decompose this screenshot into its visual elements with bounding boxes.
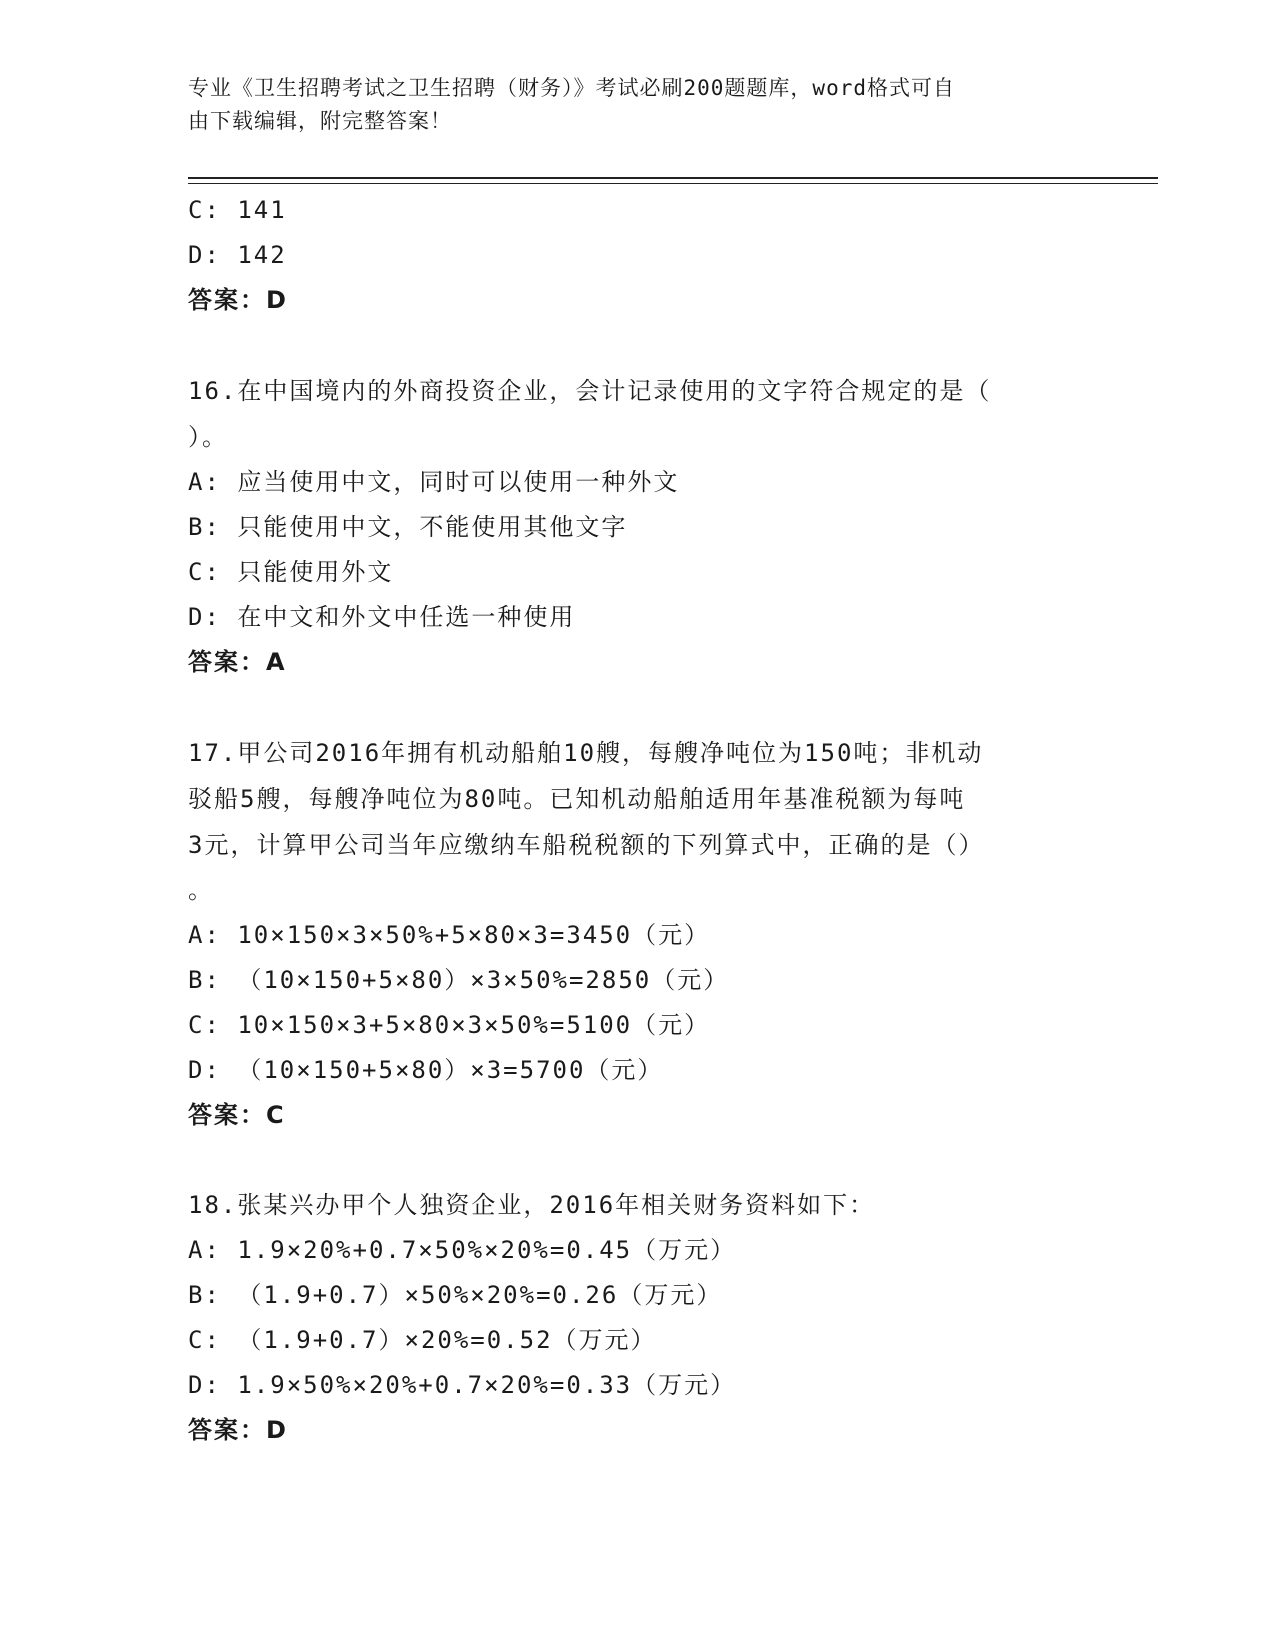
question-stem-cont: 。 bbox=[188, 876, 214, 904]
question-gap bbox=[188, 323, 1088, 368]
header-rule-thick bbox=[188, 177, 1158, 179]
option-c: C: 只能使用外文 bbox=[188, 558, 394, 586]
option-c: C: 141 bbox=[188, 196, 287, 224]
question-stem: 17.甲公司2016年拥有机动船舶10艘，每艘净吨位为150吨；非机动 bbox=[188, 739, 984, 767]
option-b: B: 只能使用中文，不能使用其他文字 bbox=[188, 513, 628, 541]
question-17 bbox=[188, 730, 1088, 1138]
option-c: C: （1.9+0.7）×20%=0.52（万元） bbox=[188, 1326, 657, 1354]
option-d: D: （10×150+5×80）×3=5700（元） bbox=[188, 1056, 664, 1084]
header-line-1: 专业《卫生招聘考试之卫生招聘（财务）》考试必刷200题题库，word格式可自 bbox=[188, 76, 955, 100]
option-a: A: 10×150×3×50%+5×80×3=3450（元） bbox=[188, 921, 711, 949]
option-b: B: （10×150+5×80）×3×50%=2850（元） bbox=[188, 966, 730, 994]
header-rule-thin bbox=[188, 183, 1158, 184]
question-16 bbox=[188, 368, 1088, 685]
header-line-2: 由下载编辑，附完整答案！ bbox=[188, 109, 452, 133]
question-15-tail bbox=[188, 188, 1088, 323]
option-b: B: （1.9+0.7）×50%×20%=0.26（万元） bbox=[188, 1281, 723, 1309]
question-stem-cont: ）。 bbox=[188, 423, 228, 451]
document-body bbox=[188, 188, 1088, 1453]
question-gap bbox=[188, 1138, 1088, 1183]
question-stem-cont: 3元，计算甲公司当年应缴纳车船税税额的下列算式中，正确的是（） bbox=[188, 831, 985, 859]
option-d: D: 在中文和外文中任选一种使用 bbox=[188, 603, 576, 631]
question-18 bbox=[188, 1183, 1088, 1453]
answer-line: 答案：C bbox=[188, 1101, 286, 1129]
option-d: D: 142 bbox=[188, 241, 287, 269]
document-header bbox=[188, 72, 1068, 138]
option-a: A: 应当使用中文，同时可以使用一种外文 bbox=[188, 468, 680, 496]
answer-line: 答案：D bbox=[188, 1416, 288, 1444]
question-stem-cont: 驳船5艘，每艘净吨位为80吨。已知机动船舶适用年基准税额为每吨 bbox=[188, 785, 966, 813]
answer-line: 答案：D bbox=[188, 286, 288, 314]
option-d: D: 1.9×50%×20%+0.7×20%=0.33（万元） bbox=[188, 1371, 737, 1399]
option-a: A: 1.9×20%+0.7×50%×20%=0.45（万元） bbox=[188, 1236, 737, 1264]
answer-line: 答案：A bbox=[188, 648, 287, 676]
question-gap bbox=[188, 685, 1088, 730]
question-stem: 16.在中国境内的外商投资企业，会计记录使用的文字符合规定的是（ bbox=[188, 377, 992, 405]
option-c: C: 10×150×3+5×80×3×50%=5100（元） bbox=[188, 1011, 711, 1039]
question-stem: 18.张某兴办甲个人独资企业，2016年相关财务资料如下： bbox=[188, 1191, 876, 1219]
